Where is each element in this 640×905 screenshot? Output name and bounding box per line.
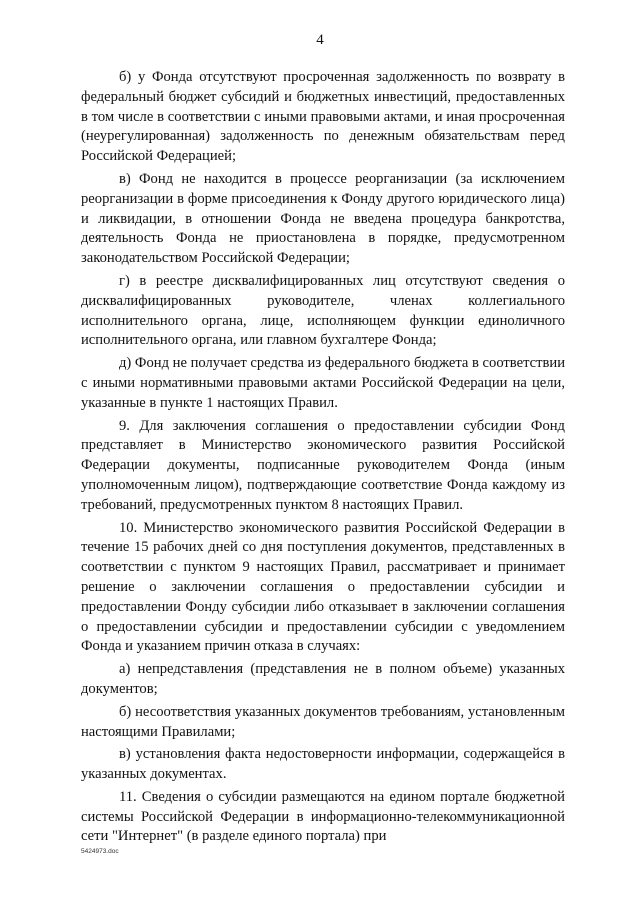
paragraph-g-disqualified: г) в реестре дисквалифицированных лиц отсутствуют сведения о дисквалифицированных руководителе, членах коллегиального исполнительного органа, лице, исполняющем функции единоличного исполнительного органа, или главном бухгалтере Фонда; [81, 272, 565, 349]
paragraph-v-reorganization: в) Фонд не находится в процессе реорганизации (за исключением реорганизации в форме присоединения к Фонду другого юридического лица) и ликвидации, в отношении Фонда не введена процедура банкротства, деятельность Фонда не приостановлена в порядке, предусмотренном законодательством Российской Федерации; [81, 170, 565, 267]
page-number: 4 [316, 32, 324, 48]
body-text [81, 68, 565, 850]
paragraph-10-a: а) непредставления (представления не в полном объеме) указанных документов; [81, 661, 565, 697]
paragraph-10-v: в) установления факта недостоверности информации, содержащейся в указанных документах. [81, 746, 565, 783]
footer-file-code: 5424973.doc [81, 848, 119, 855]
paragraph-10: 10. Министерство экономического развития Российской Федерации в течение 15 рабочих дней со дня поступления документов, представленных в соответствии с пунктом 9 настоящих Правил, рассматривает и принимает решение о заключении соглашения о предоставлении субсидии и предоставлении Фонду субсидии либо отказывает в заключении соглашения о предоставлении субсидии и предоставлении субсидии с уведомлением Фонда и указанием причин отказа в случаях: [81, 519, 565, 655]
paragraph-9: 9. Для заключения соглашения о предоставлении субсидии Фонд представляет в Министерство экономического развития Российской Федерации документы, подписанные руководителем Фонда (иным уполномоченным лицом), подтверждающие соответствие Фонда каждому из требований, предусмотренных пунктом 8 настоящих Правил. [81, 417, 565, 513]
paragraph-b-debt: б) у Фонда отсутствуют просроченная задолженность по возврату в федеральный бюджет субсидий и бюджетных инвестиций, предоставленных в том числе в соответствии с иными правовыми актами, и иная просроченная (неурегулированная) задолженность по денежным обязательствам перед Российской Федерацией; [81, 69, 565, 165]
paragraph-11: 11. Сведения о субсидии размещаются на едином портале бюджетной системы Российской Федерации в информационно-телекоммуникационной сети "Интернет" (в разделе единого портала) при [81, 788, 565, 845]
paragraph-d-funds: д) Фонд не получает средства из федерального бюджета в соответствии с иными нормативными правовыми актами Российской Федерации на цели, указанные в пункте 1 настоящих Правил. [81, 355, 565, 411]
paragraph-10-b: б) несоответствия указанных документов требованиям, установленным настоящими Правилами; [81, 703, 565, 740]
